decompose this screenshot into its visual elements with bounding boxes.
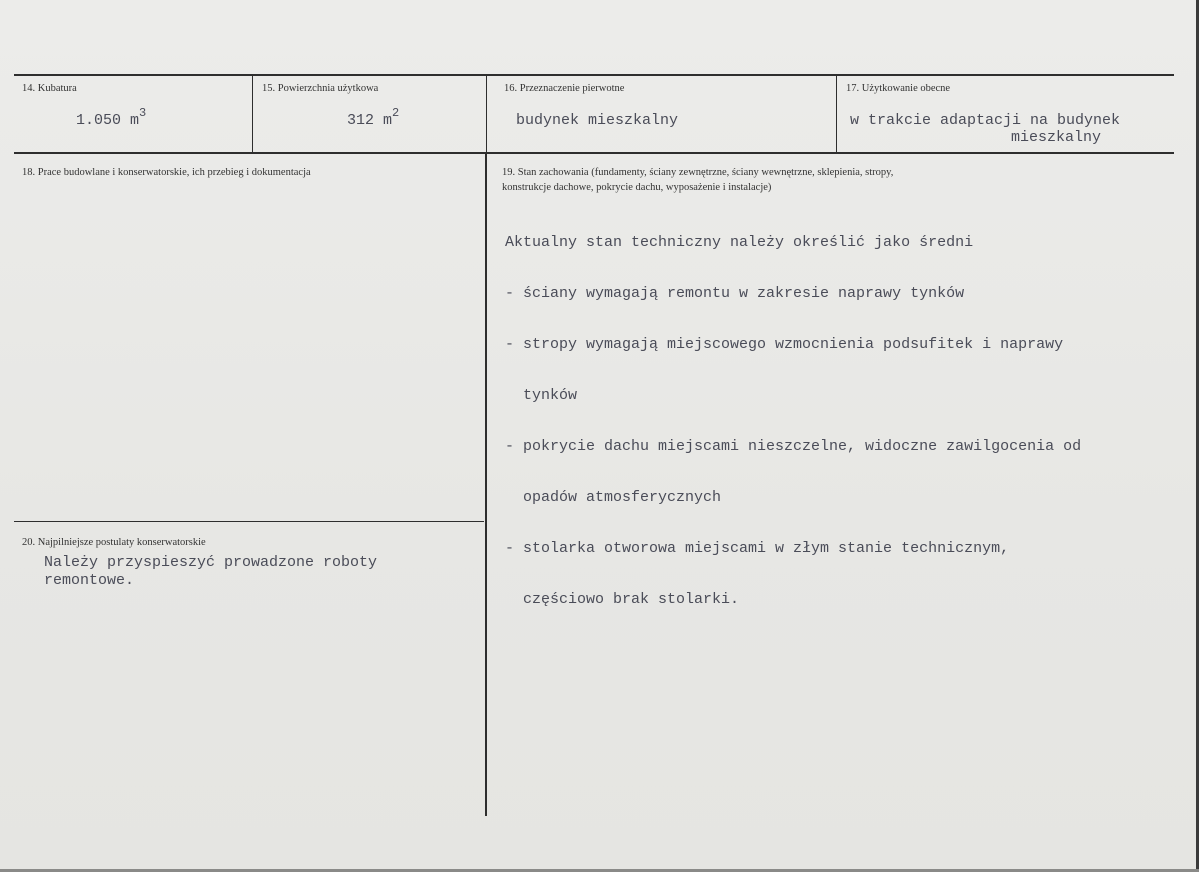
top-rule: [14, 74, 1174, 76]
stan-line: tynków: [505, 387, 578, 404]
powierzchnia-number: 312 m: [347, 112, 393, 129]
col-divider-2: [486, 75, 487, 153]
uzytkowanie-value-line2: mieszkalny: [1011, 129, 1102, 146]
stan-line: - stolarka otworowa miejscami w złym stanie technicznym,: [505, 540, 1010, 557]
stan-line: - pokrycie dachu miejscami nieszczelne, widoczne zawilgocenia od: [505, 438, 1082, 455]
stan-line: - stropy wymagają miejscowego wzmocnienia podsufitek i naprawy: [505, 336, 1064, 353]
col-divider-1: [252, 75, 253, 153]
kubatura-exponent: 3: [139, 106, 147, 120]
uzytkowanie-label: 17. Użytkowanie obecne: [846, 83, 951, 94]
stan-label-line2: konstrukcje dachowe, pokrycie dachu, wyposażenie i instalacje): [502, 182, 772, 193]
row-divider: [14, 152, 1174, 154]
stan-description: [505, 200, 1081, 642]
kubatura-number: 1.050 m: [76, 112, 140, 129]
stan-line: Aktualny stan techniczny należy określić jako średni: [505, 234, 974, 251]
postulaty-line2: remontowe.: [44, 572, 135, 589]
kubatura-label: 14. Kubatura: [22, 83, 77, 94]
stan-line: - ściany wymagają remontu w zakresie naprawy tynków: [505, 285, 965, 302]
powierzchnia-label: 15. Powierzchnia użytkowa: [262, 83, 379, 94]
postulaty-label: 20. Najpilniejsze postulaty konserwatorskie: [22, 537, 206, 548]
main-column-divider: [485, 153, 487, 816]
col-divider-3: [836, 75, 837, 153]
prace-label: 18. Prace budowlane i konserwatorskie, ich przebieg i dokumentacja: [22, 167, 311, 178]
przeznaczenie-value: budynek mieszkalny: [516, 112, 679, 129]
kubatura-value: [76, 106, 147, 130]
stan-label-line1: 19. Stan zachowania (fundamenty, ściany zewnętrzne, ściany wewnętrzne, sklepienia, stropy,: [502, 167, 894, 178]
postulaty-line1: Należy przyspieszyć prowadzone roboty: [44, 554, 378, 571]
stan-line: częściowo brak stolarki.: [505, 591, 740, 608]
przeznaczenie-label: 16. Przeznaczenie pierwotne: [504, 83, 625, 94]
left-column-divider: [14, 521, 484, 522]
stan-line: opadów atmosferycznych: [505, 489, 722, 506]
powierzchnia-exponent: 2: [392, 106, 400, 120]
uzytkowanie-value-line1: w trakcie adaptacji na budynek: [850, 112, 1121, 129]
powierzchnia-value: [347, 106, 400, 130]
